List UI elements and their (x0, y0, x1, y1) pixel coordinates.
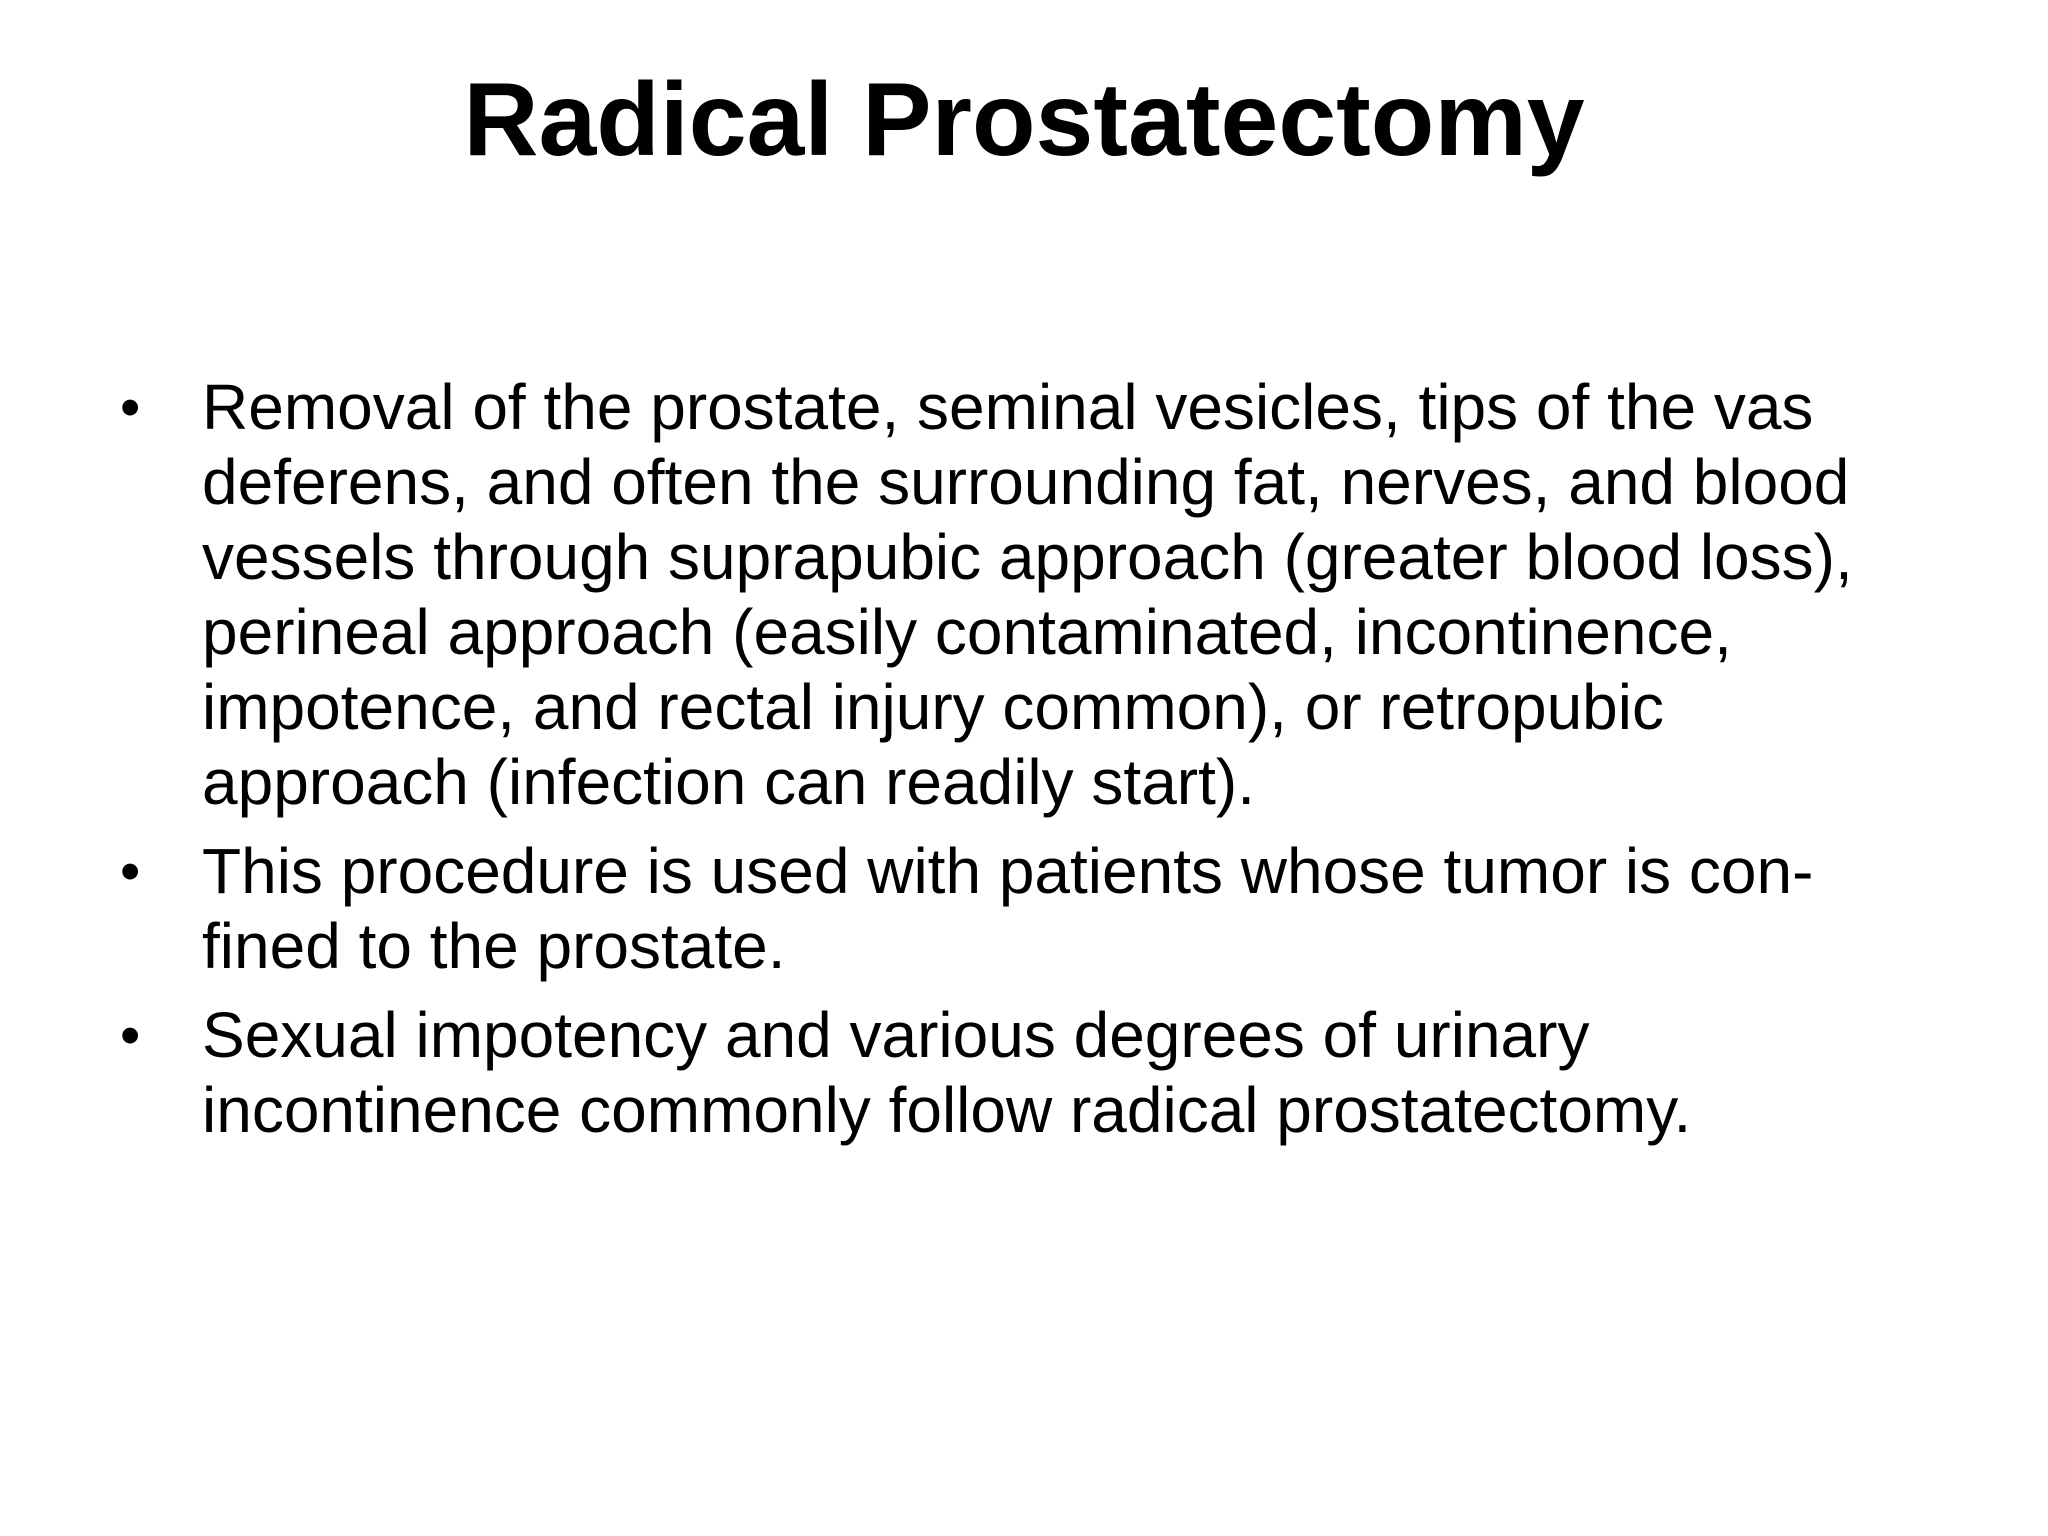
bullet-dot-icon: • (120, 375, 141, 440)
bullet-item (120, 998, 1940, 1148)
bullet-dot-icon: • (120, 1003, 141, 1068)
bullet-item (120, 370, 1940, 820)
bullet-text: Removal of the prostate, seminal vesicles, tips of the vas deferens, and often the surrounding fat, nerves, and blood vessels through suprapubic approach (greater blood loss), perineal approach (easily contaminated, incontinence, impotence, and rectal injury common), or retropubic approach (infection can readily start). (202, 371, 1853, 818)
bullet-text: Sexual impotency and various degrees of urinary incontinence commonly follow radical prostatectomy. (202, 999, 1692, 1146)
slide-title: Radical Prostatectomy (463, 62, 1585, 178)
bullet-dot-icon: • (120, 839, 141, 904)
bullet-list (120, 370, 1940, 1162)
bullet-item (120, 834, 1940, 984)
bullet-text: This procedure is used with patients whose tumor is con-fined to the prostate. (202, 835, 1814, 982)
